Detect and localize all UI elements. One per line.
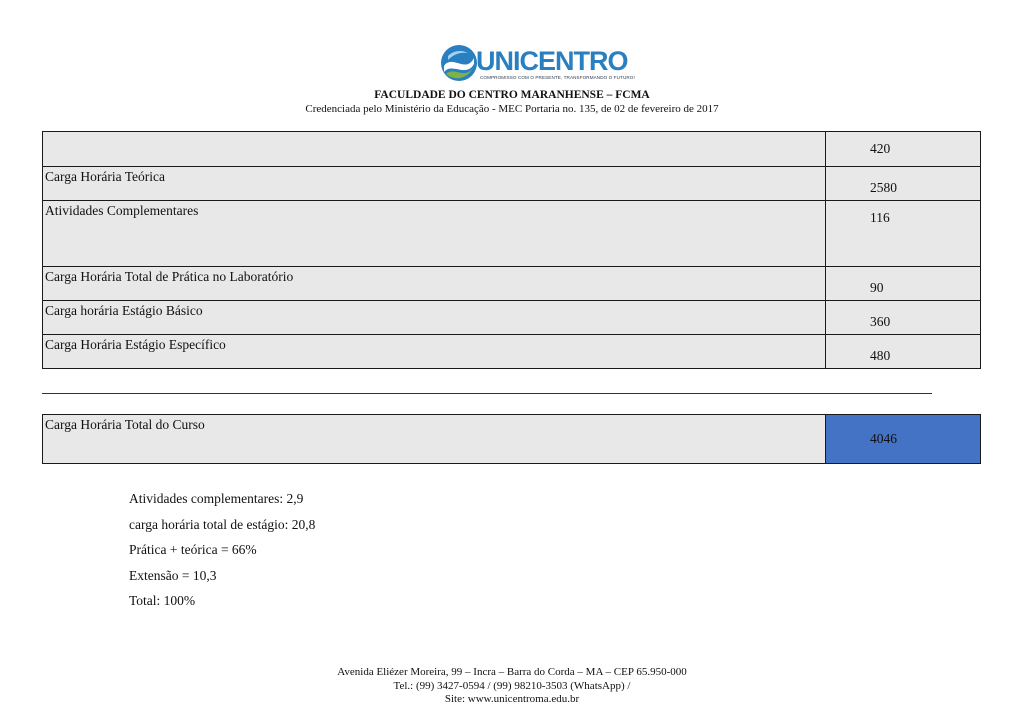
total-label: Carga Horária Total do Curso	[43, 415, 826, 464]
footer-address: Avenida Eliézer Moreira, 99 – Incra – Barra do Corda – MA – CEP 65.950-000	[337, 666, 687, 678]
institution-name: FACULDADE DO CENTRO MARANHENSE – FCMA	[374, 89, 650, 101]
swoosh-logo-icon	[440, 44, 478, 82]
page-footer	[0, 666, 1024, 707]
row-label	[43, 132, 826, 167]
table-row	[43, 201, 981, 267]
logo-wordmark: UNICENTRO	[476, 46, 628, 76]
section-divider	[42, 393, 932, 394]
row-label: Carga Horária Estágio Específico	[43, 335, 826, 369]
table-row	[43, 415, 981, 464]
row-value: 420	[826, 132, 981, 167]
table-row	[43, 301, 981, 335]
row-value: 360	[826, 301, 981, 335]
row-value: 2580	[826, 167, 981, 201]
row-value: 116	[826, 201, 981, 267]
hours-table	[42, 131, 981, 369]
row-label: Atividades Complementares	[43, 201, 826, 267]
table-row	[43, 335, 981, 369]
row-label: Carga horária Estágio Básico	[43, 301, 826, 335]
total-value: 4046	[826, 415, 981, 464]
footer-phones: Tel.: (99) 3427-0594 / (99) 98210-3503 (WhatsApp) /	[393, 679, 631, 692]
row-label: Carga Horária Teórica	[43, 167, 826, 201]
unicentro-logo	[440, 44, 635, 86]
logo-slogan: COMPROMISSO COM O PRESENTE, TRANSFORMANDO O FUTURO!	[480, 75, 635, 80]
row-label: Carga Horária Total de Prática no Laboratório	[43, 267, 826, 301]
note-line: Extensão = 10,3	[129, 567, 217, 583]
note-line: Total: 100%	[129, 593, 196, 609]
row-value: 480	[826, 335, 981, 369]
note-line: carga horária total de estágio: 20,8	[129, 516, 316, 532]
row-value: 90	[826, 267, 981, 301]
percentage-notes	[129, 490, 315, 618]
note-line: Atividades complementares: 2,9	[129, 491, 304, 506]
accreditation-line: Credenciada pelo Ministério da Educação - MEC Portaria no. 135, de 02 de fevereiro de 2017	[305, 103, 719, 115]
table-row	[43, 132, 981, 167]
note-line: Prática + teórica = 66%	[129, 542, 257, 558]
footer-site: Site: www.unicentroma.edu.br	[444, 693, 580, 705]
table-row	[43, 167, 981, 201]
table-row	[43, 267, 981, 301]
total-table	[42, 414, 981, 464]
